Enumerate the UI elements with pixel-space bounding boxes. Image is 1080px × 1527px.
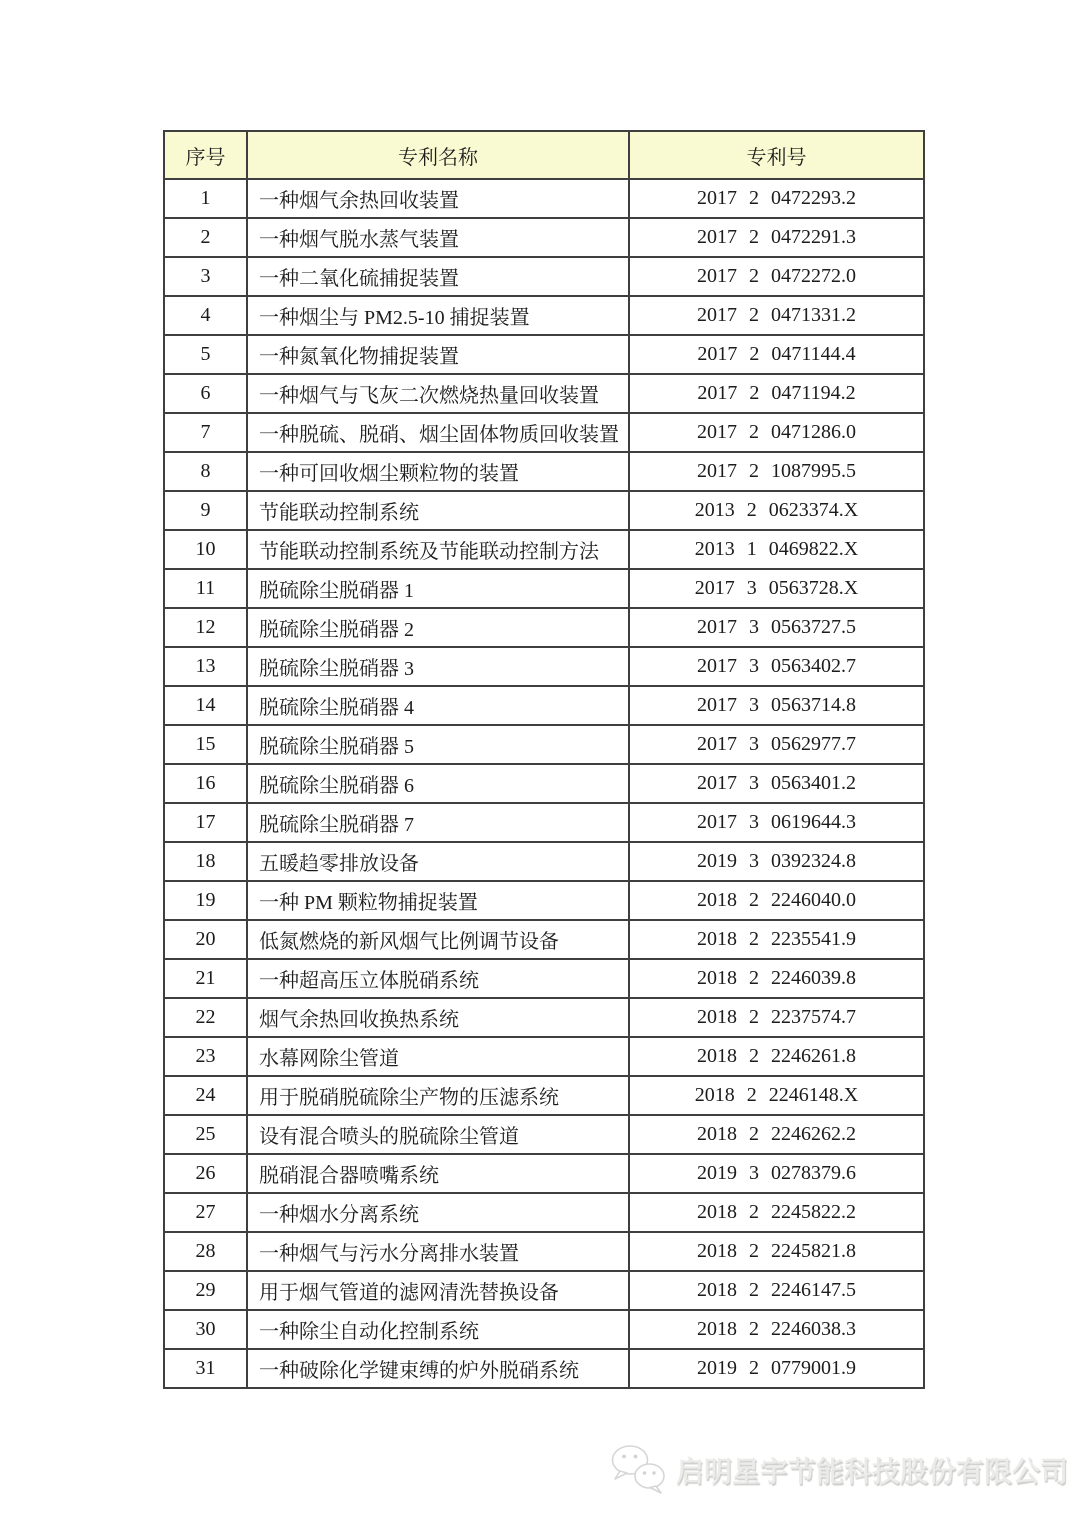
- patent-number-cell: 2017 2 0472272.0: [629, 257, 924, 296]
- table-row: [164, 686, 924, 725]
- patent-number-cell: 2017 2 0471144.4: [629, 335, 924, 374]
- table-row: [164, 569, 924, 608]
- wechat-icon: [610, 1443, 668, 1497]
- table-row: [164, 1115, 924, 1154]
- table-row: [164, 374, 924, 413]
- patent-number-cell: 2017 2 0471331.2: [629, 296, 924, 335]
- serial-number-cell: 23: [164, 1037, 247, 1076]
- serial-number-cell: 9: [164, 491, 247, 530]
- table-row: [164, 1193, 924, 1232]
- table-row: [164, 998, 924, 1037]
- table-row: [164, 725, 924, 764]
- patent-number-cell: 2017 3 0563728.X: [629, 569, 924, 608]
- serial-number-cell: 14: [164, 686, 247, 725]
- patent-number-cell: 2019 3 0392324.8: [629, 842, 924, 881]
- table-row: [164, 842, 924, 881]
- patent-name-cell: 水幕网除尘管道: [247, 1037, 629, 1076]
- serial-number-cell: 2: [164, 218, 247, 257]
- serial-number-cell: 5: [164, 335, 247, 374]
- patent-number-cell: 2018 2 2246147.5: [629, 1271, 924, 1310]
- patent-name-cell: 脱硫除尘脱硝器 6: [247, 764, 629, 803]
- patent-number-cell: 2018 2 2246261.8: [629, 1037, 924, 1076]
- patent-name-cell: 一种破除化学键束缚的炉外脱硝系统: [247, 1349, 629, 1388]
- patent-name-cell: 脱硝混合器喷嘴系统: [247, 1154, 629, 1193]
- serial-number-cell: 13: [164, 647, 247, 686]
- patent-number-cell: 2017 3 0562977.7: [629, 725, 924, 764]
- patent-name-cell: 一种脱硫、脱硝、烟尘固体物质回收装置: [247, 413, 629, 452]
- patent-number-cell: 2019 3 0278379.6: [629, 1154, 924, 1193]
- serial-number-cell: 24: [164, 1076, 247, 1115]
- serial-number-cell: 18: [164, 842, 247, 881]
- serial-number-cell: 8: [164, 452, 247, 491]
- table-row: [164, 491, 924, 530]
- table-row: [164, 881, 924, 920]
- serial-number-cell: 6: [164, 374, 247, 413]
- table-row: [164, 1037, 924, 1076]
- patent-number-cell: 2017 2 1087995.5: [629, 452, 924, 491]
- serial-number-cell: 7: [164, 413, 247, 452]
- serial-number-cell: 12: [164, 608, 247, 647]
- patent-number-cell: 2018 2 2245821.8: [629, 1232, 924, 1271]
- patent-number-cell: 2018 2 2245822.2: [629, 1193, 924, 1232]
- patent-name-cell: 烟气余热回收换热系统: [247, 998, 629, 1037]
- patent-name-cell: 脱硫除尘脱硝器 2: [247, 608, 629, 647]
- patent-name-cell: 一种烟气与污水分离排水装置: [247, 1232, 629, 1271]
- table-row: [164, 803, 924, 842]
- patent-name-cell: 一种除尘自动化控制系统: [247, 1310, 629, 1349]
- table-row: [164, 764, 924, 803]
- patent-name-cell: 一种烟气余热回收装置: [247, 179, 629, 218]
- patent-name-cell: 脱硫除尘脱硝器 1: [247, 569, 629, 608]
- header-patent-name: 专利名称: [247, 131, 629, 179]
- header-patent-number: 专利号: [629, 131, 924, 179]
- table-row: [164, 452, 924, 491]
- table-row: [164, 920, 924, 959]
- patent-name-cell: 脱硫除尘脱硝器 3: [247, 647, 629, 686]
- patent-name-cell: 脱硫除尘脱硝器 5: [247, 725, 629, 764]
- table-row: [164, 257, 924, 296]
- header-row: [164, 131, 924, 179]
- serial-number-cell: 15: [164, 725, 247, 764]
- patent-number-cell: 2013 1 0469822.X: [629, 530, 924, 569]
- serial-number-cell: 16: [164, 764, 247, 803]
- patent-number-cell: 2017 3 0563714.8: [629, 686, 924, 725]
- table-row: [164, 1076, 924, 1115]
- patent-number-cell: 2018 2 2246040.0: [629, 881, 924, 920]
- serial-number-cell: 3: [164, 257, 247, 296]
- table-row: [164, 413, 924, 452]
- table-row: [164, 335, 924, 374]
- patent-number-cell: 2013 2 0623374.X: [629, 491, 924, 530]
- table-row: [164, 959, 924, 998]
- serial-number-cell: 27: [164, 1193, 247, 1232]
- patent-name-cell: 用于烟气管道的滤网清洗替换设备: [247, 1271, 629, 1310]
- patent-name-cell: 一种超高压立体脱硝系统: [247, 959, 629, 998]
- patent-number-cell: 2017 2 0471286.0: [629, 413, 924, 452]
- table-row: [164, 1310, 924, 1349]
- serial-number-cell: 29: [164, 1271, 247, 1310]
- serial-number-cell: 31: [164, 1349, 247, 1388]
- patent-name-cell: 一种烟气与飞灰二次燃烧热量回收装置: [247, 374, 629, 413]
- serial-number-cell: 17: [164, 803, 247, 842]
- table-row: [164, 608, 924, 647]
- patent-number-cell: 2018 2 2246262.2: [629, 1115, 924, 1154]
- serial-number-cell: 21: [164, 959, 247, 998]
- patent-number-cell: 2017 2 0472291.3: [629, 218, 924, 257]
- table-row: [164, 1232, 924, 1271]
- table-row: [164, 1271, 924, 1310]
- serial-number-cell: 4: [164, 296, 247, 335]
- patent-number-cell: 2018 2 2246039.8: [629, 959, 924, 998]
- patent-name-cell: 一种二氧化硫捕捉装置: [247, 257, 629, 296]
- patent-number-cell: 2018 2 2237574.7: [629, 998, 924, 1037]
- serial-number-cell: 19: [164, 881, 247, 920]
- table-row: [164, 296, 924, 335]
- patent-number-cell: 2018 2 2246038.3: [629, 1310, 924, 1349]
- patent-table: [163, 130, 925, 1389]
- serial-number-cell: 11: [164, 569, 247, 608]
- patent-number-cell: 2019 2 0779001.9: [629, 1349, 924, 1388]
- table-row: [164, 647, 924, 686]
- patent-name-cell: 节能联动控制系统: [247, 491, 629, 530]
- header-serial-number: 序号: [164, 131, 247, 179]
- patent-number-cell: 2017 3 0619644.3: [629, 803, 924, 842]
- table-row: [164, 530, 924, 569]
- serial-number-cell: 1: [164, 179, 247, 218]
- patent-number-cell: 2017 3 0563402.7: [629, 647, 924, 686]
- patent-name-cell: 脱硫除尘脱硝器 4: [247, 686, 629, 725]
- patent-name-cell: 一种烟气脱水蒸气装置: [247, 218, 629, 257]
- table-row: [164, 179, 924, 218]
- serial-number-cell: 26: [164, 1154, 247, 1193]
- patent-name-cell: 一种可回收烟尘颗粒物的装置: [247, 452, 629, 491]
- patent-name-cell: 五暖趋零排放设备: [247, 842, 629, 881]
- patent-name-cell: 用于脱硝脱硫除尘产物的压滤系统: [247, 1076, 629, 1115]
- patent-number-cell: 2017 3 0563727.5: [629, 608, 924, 647]
- patent-name-cell: 低氮燃烧的新风烟气比例调节设备: [247, 920, 629, 959]
- patent-name-cell: 节能联动控制系统及节能联动控制方法: [247, 530, 629, 569]
- patent-number-cell: 2017 2 0472293.2: [629, 179, 924, 218]
- patent-name-cell: 脱硫除尘脱硝器 7: [247, 803, 629, 842]
- patent-name-cell: 设有混合喷头的脱硫除尘管道: [247, 1115, 629, 1154]
- patent-number-cell: 2018 2 2235541.9: [629, 920, 924, 959]
- patent-number-cell: 2017 2 0471194.2: [629, 374, 924, 413]
- watermark-company-name: 启明星宇节能科技股份有限公司: [676, 1456, 1069, 1487]
- patent-number-cell: 2018 2 2246148.X: [629, 1076, 924, 1115]
- table-row: [164, 1349, 924, 1388]
- patent-number-cell: 2017 3 0563401.2: [629, 764, 924, 803]
- serial-number-cell: 28: [164, 1232, 247, 1271]
- serial-number-cell: 30: [164, 1310, 247, 1349]
- patent-name-cell: 一种烟水分离系统: [247, 1193, 629, 1232]
- serial-number-cell: 22: [164, 998, 247, 1037]
- table-row: [164, 218, 924, 257]
- serial-number-cell: 10: [164, 530, 247, 569]
- patent-name-cell: 一种烟尘与 PM2.5-10 捕捉装置: [247, 296, 629, 335]
- table-row: [164, 1154, 924, 1193]
- serial-number-cell: 20: [164, 920, 247, 959]
- watermark: [610, 1443, 1068, 1497]
- serial-number-cell: 25: [164, 1115, 247, 1154]
- patent-name-cell: 一种 PM 颗粒物捕捉装置: [247, 881, 629, 920]
- patent-name-cell: 一种氮氧化物捕捉装置: [247, 335, 629, 374]
